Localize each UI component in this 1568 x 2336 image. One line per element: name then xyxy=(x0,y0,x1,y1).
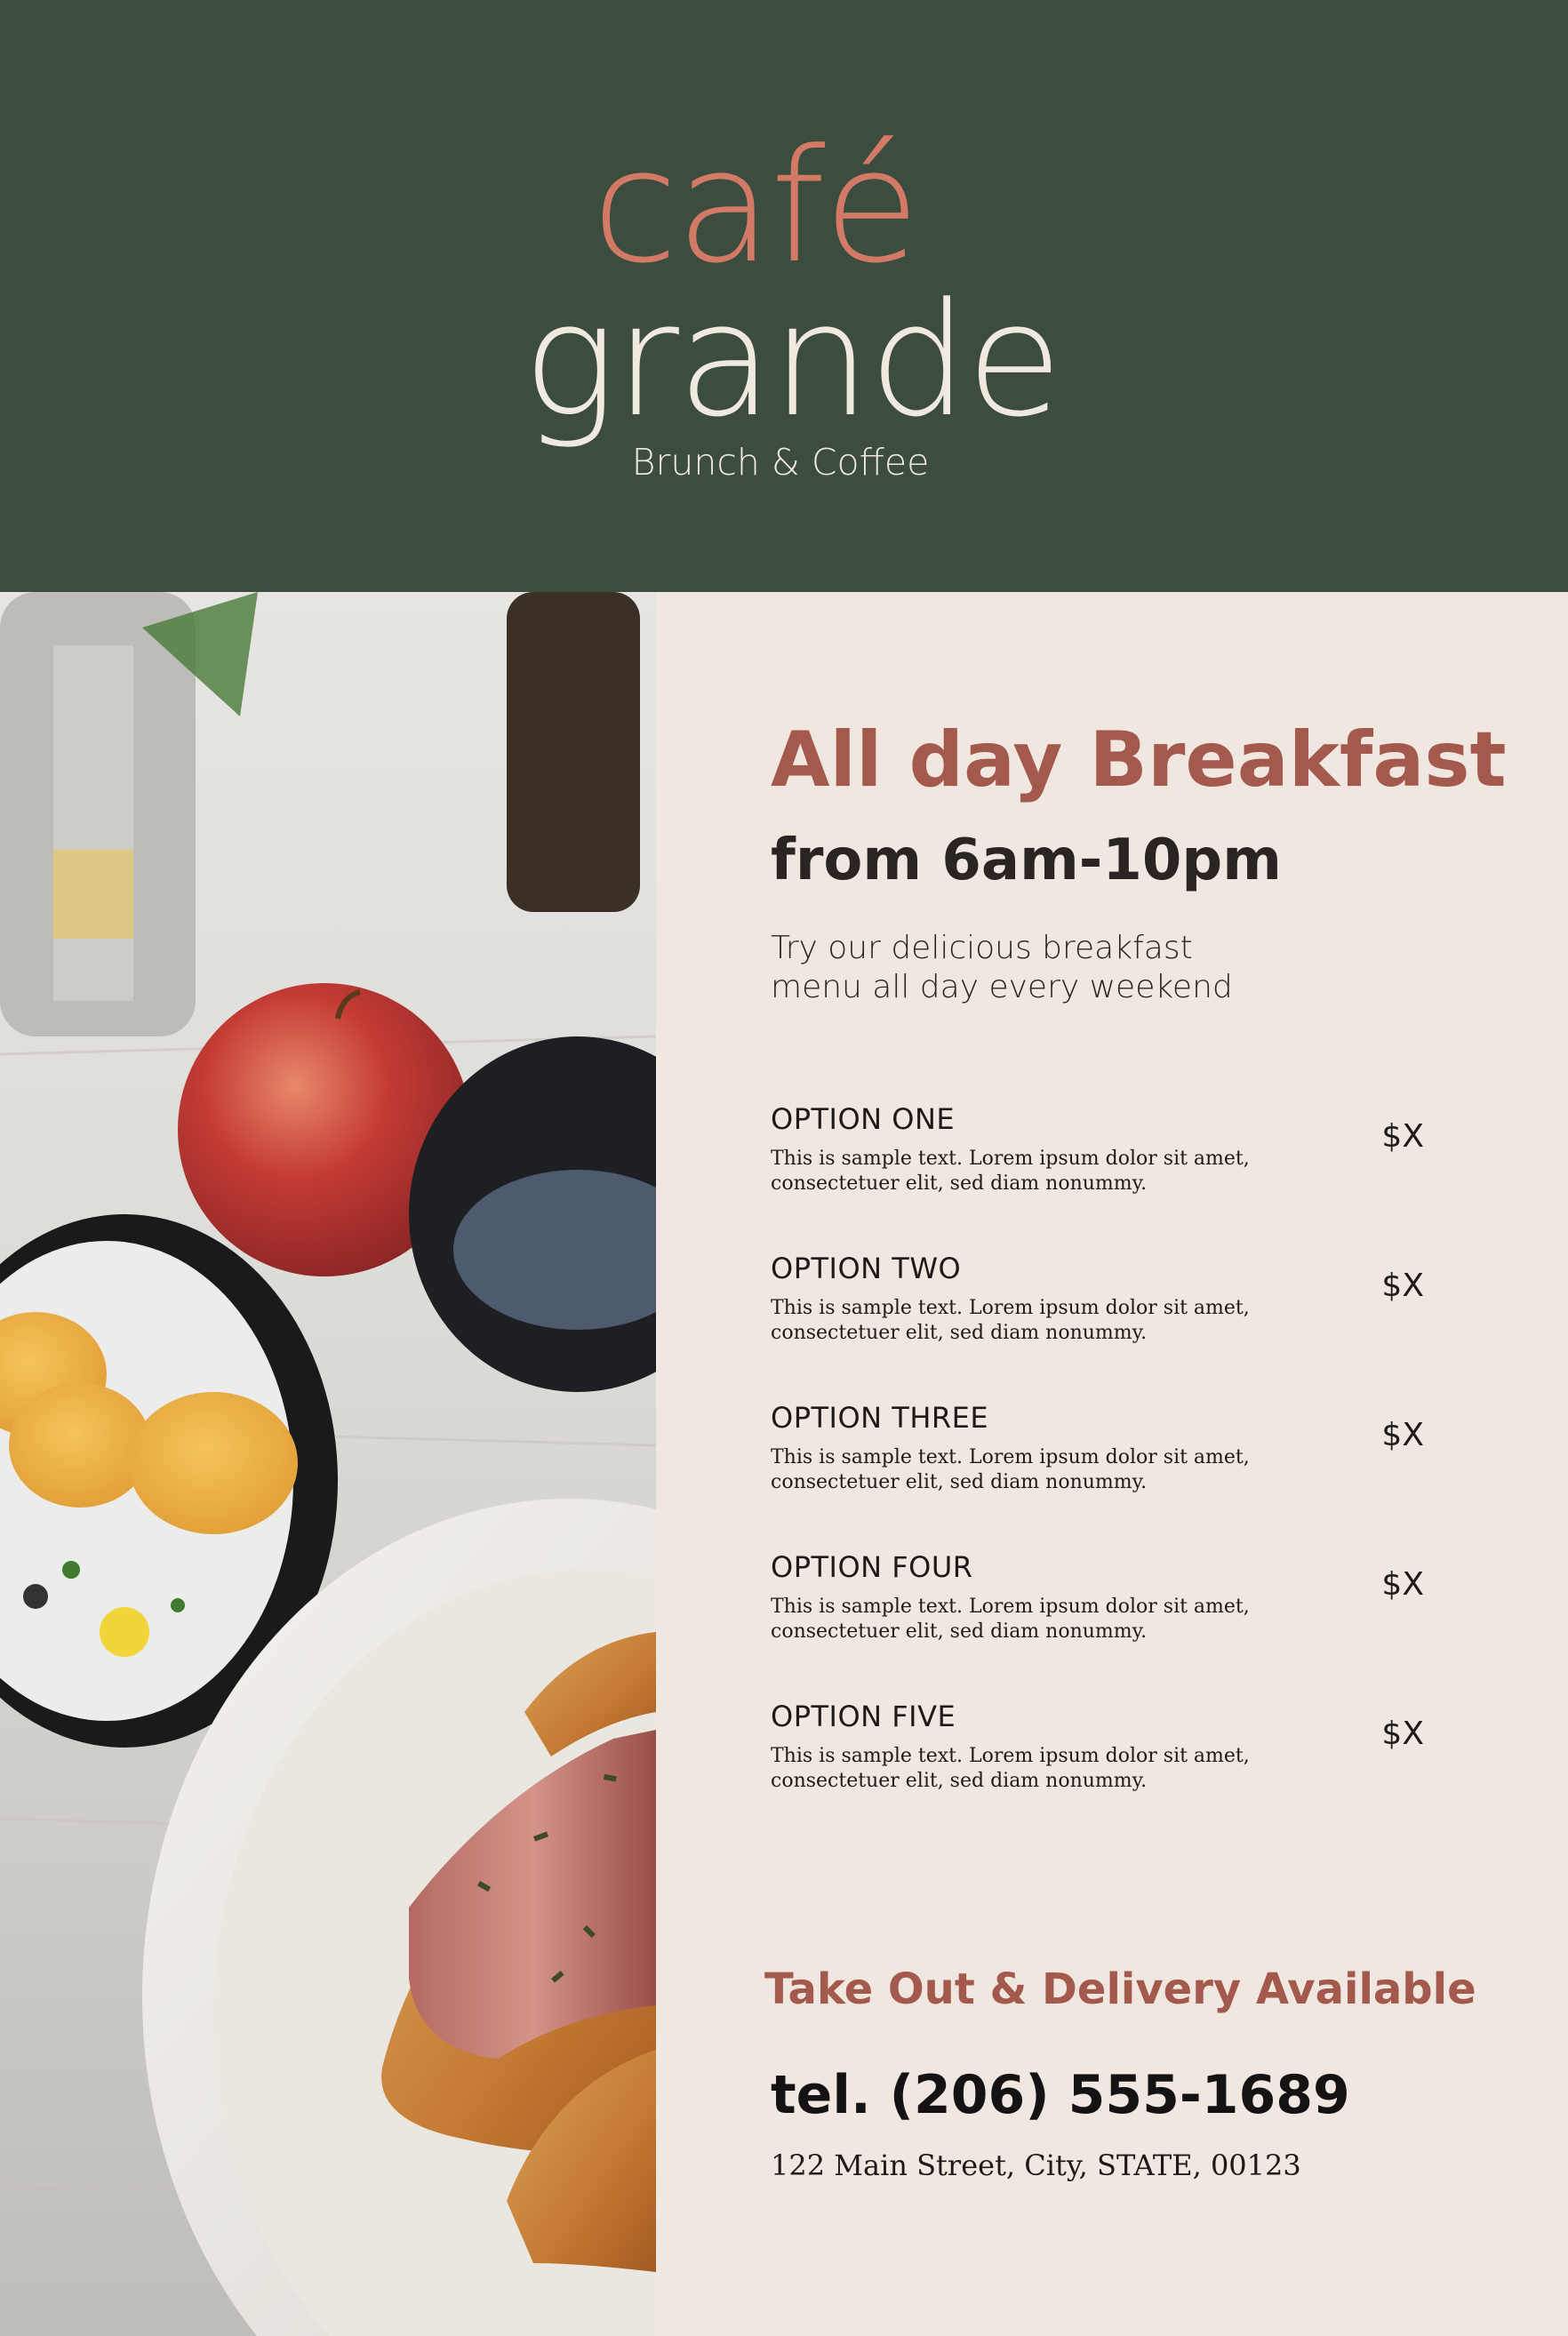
item-name: OPTION TWO xyxy=(771,1252,962,1285)
item-price: $X xyxy=(1381,1417,1424,1453)
item-description: This is sample text. Lorem ipsum dolor sit amet, consectetuer elit, sed diam nonummy. xyxy=(771,1297,1250,1345)
item-description: This is sample text. Lorem ipsum dolor sit amet, consectetuer elit, sed diam nonummy. xyxy=(771,1446,1250,1494)
item-name: OPTION FIVE xyxy=(771,1700,956,1733)
item-description: This is sample text. Lorem ipsum dolor sit amet, consectetuer elit, sed diam nonummy. xyxy=(771,1148,1250,1196)
menu-item xyxy=(771,1102,1424,1227)
item-description: This is sample text. Lorem ipsum dolor sit amet, consectetuer elit, sed diam nonummy. xyxy=(771,1596,1250,1644)
menu-intro: Try our delicious breakfast menu all day every weekend xyxy=(771,930,1233,1005)
menu-item xyxy=(771,1700,1424,1824)
menu-hours: from 6am-10pm xyxy=(771,828,1282,893)
item-name: OPTION THREE xyxy=(771,1401,989,1435)
address: 122 Main Street, City, STATE, 00123 xyxy=(771,2148,1301,2182)
item-name: OPTION FOUR xyxy=(771,1550,973,1584)
header-banner xyxy=(0,0,1568,592)
delivery-notice: Take Out & Delivery Available xyxy=(764,1964,1476,2014)
menu-heading: All day Breakfast xyxy=(771,716,1507,804)
item-price: $X xyxy=(1381,1118,1424,1155)
item-description: This is sample text. Lorem ipsum dolor sit amet, consectetuer elit, sed diam nonummy. xyxy=(771,1745,1250,1793)
menu-item xyxy=(771,1401,1424,1525)
breakfast-photo xyxy=(0,592,656,2336)
item-price: $X xyxy=(1381,1716,1424,1752)
logo-tagline: Brunch & Coffee xyxy=(631,441,930,484)
logo-cafe-text: café xyxy=(592,116,918,298)
menu-item xyxy=(771,1550,1424,1675)
logo-grande-text: grande xyxy=(523,269,1061,452)
item-price: $X xyxy=(1381,1268,1424,1304)
item-name: OPTION ONE xyxy=(771,1102,956,1136)
item-price: $X xyxy=(1381,1566,1424,1603)
phone-number: tel. (206) 555-1689 xyxy=(771,2064,1350,2126)
menu-item xyxy=(771,1252,1424,1376)
